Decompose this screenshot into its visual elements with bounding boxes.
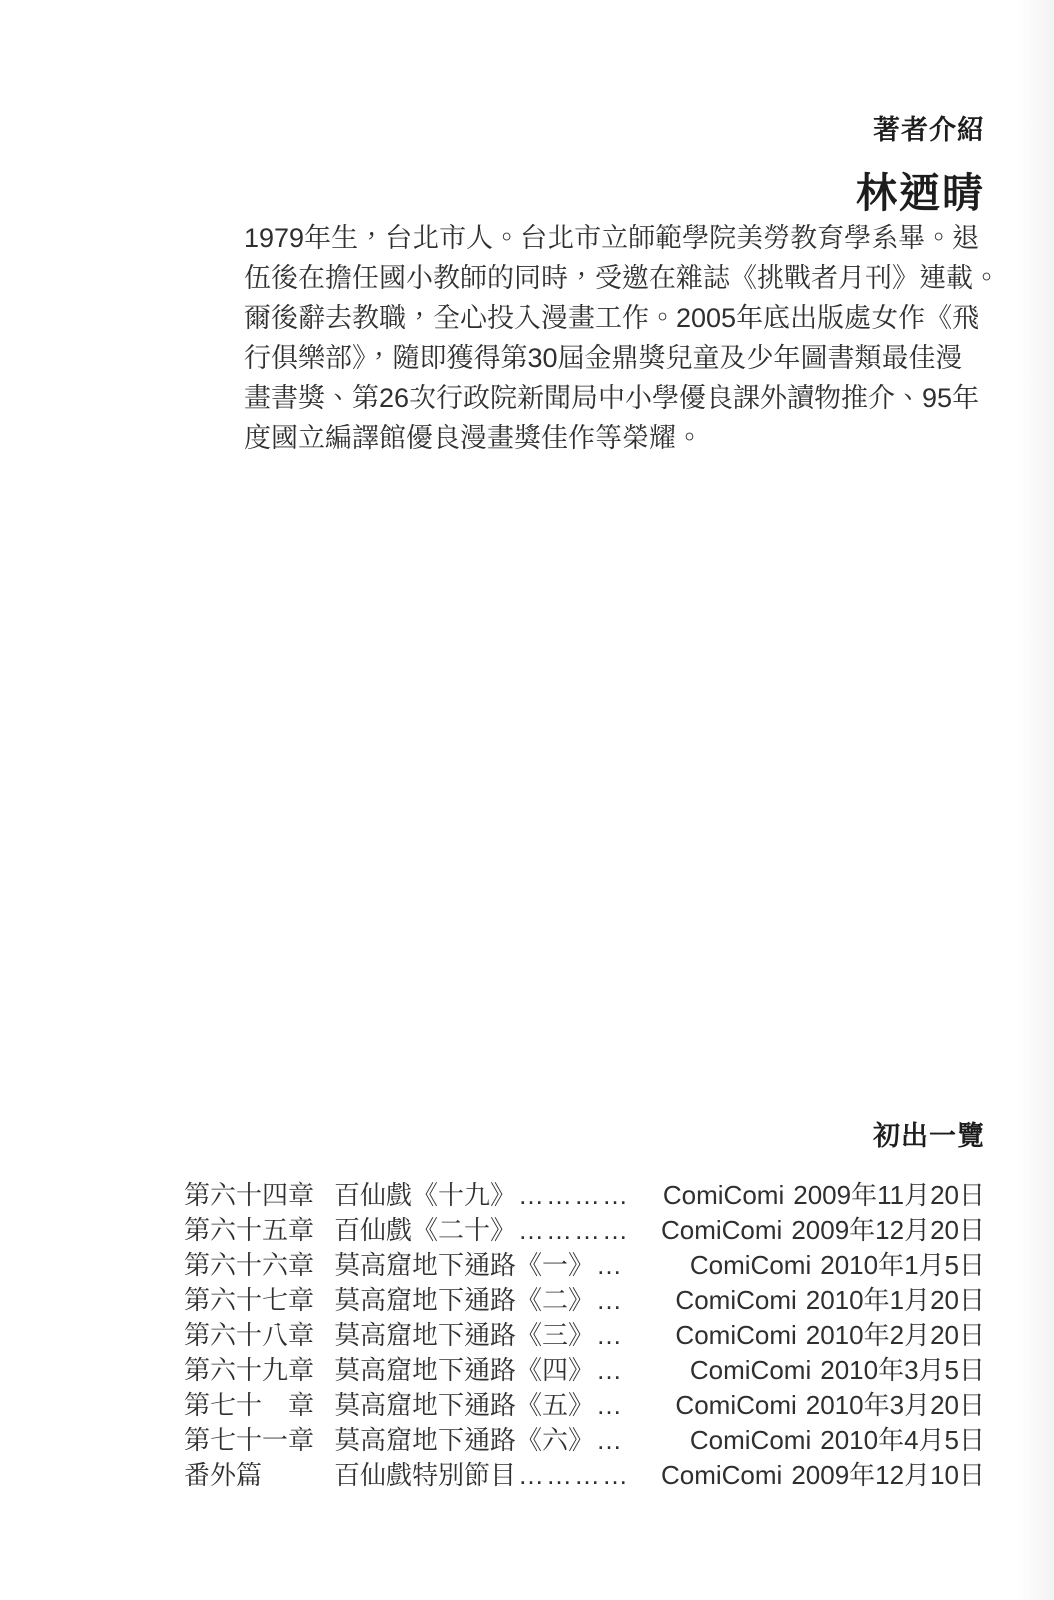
title-cell: 莫高窟地下通路《二》 [334,1285,595,1315]
table-row [184,1458,985,1493]
date-cell: 2009年12月10日 [791,1460,985,1490]
bio-line: 度國立編譯館優良漫畫獎佳作等榮耀。 [244,423,703,453]
date-cell: 2010年3月5日 [820,1355,985,1385]
title-cell: 百仙戲《二十》 [334,1215,517,1245]
date-cell: 2010年3月20日 [805,1390,985,1420]
source-cell: ComiComi [689,1250,812,1280]
table-row [184,1318,985,1353]
date-cell: 2009年11月20日 [793,1180,985,1210]
dot-leader: ………… [518,1215,631,1245]
chapter-cell: 第七十一章 [184,1425,315,1455]
bio-line: 1979年生，台北市人。台北市立師範學院美勞教育學系畢。退 [244,223,980,253]
dot-leader: … [596,1250,625,1280]
chapter-cell: 第六十七章 [184,1285,315,1315]
title-cell: 莫高窟地下通路《六》 [334,1425,595,1455]
date-cell: 2010年1月5日 [820,1250,985,1280]
chapter-cell: 第七十 章 [184,1390,315,1420]
author-name: 林迺晴 [856,170,985,216]
title-cell: 莫高窟地下通路《四》 [334,1355,595,1385]
source-cell: ComiComi [675,1320,797,1350]
bio-line: 爾後辭去教職，全心投入漫畫工作。2005年底出版處女作《飛 [244,303,980,333]
table-row [184,1353,985,1388]
chapter-cell: 第六十八章 [184,1320,315,1350]
source-cell: ComiComi [660,1215,783,1245]
chapter-cell: 第六十四章 [184,1180,315,1210]
dot-leader: … [596,1390,625,1420]
table-row [184,1423,985,1458]
publications-table [184,1178,985,1493]
source-cell: ComiComi [675,1285,797,1315]
date-cell: 2009年12月20日 [791,1215,985,1245]
source-cell: ComiComi [675,1390,797,1420]
source-cell: ComiComi [689,1355,812,1385]
chapter-cell: 第六十五章 [184,1215,315,1245]
table-row [184,1178,985,1213]
chapter-cell: 番外篇 [184,1460,263,1490]
source-cell: ComiComi [689,1425,812,1455]
table-row [184,1248,985,1283]
title-cell: 百仙戲《十九》 [334,1180,517,1210]
title-cell: 莫高窟地下通路《三》 [334,1320,595,1350]
table-row [184,1213,985,1248]
source-cell: ComiComi [662,1180,785,1210]
dot-leader: ………… [518,1460,631,1490]
bio-line: 伍後在擔任國小教師的同時，受邀在雜誌《挑戰者月刊》連載。 [244,263,1000,293]
dot-leader: … [596,1285,625,1315]
bio-line: 畫書獎、第26次行政院新聞局中小學優良課外讀物推介、95年 [244,383,980,413]
date-cell: 2010年1月20日 [805,1285,985,1315]
publications-section-title: 初出一覽 [873,1121,985,1151]
date-cell: 2010年2月20日 [805,1320,985,1350]
chapter-cell: 第六十九章 [184,1355,315,1385]
chapter-cell: 第六十六章 [184,1250,315,1280]
title-cell: 莫高窟地下通路《一》 [334,1250,595,1280]
dot-leader: … [596,1425,625,1455]
author-bio [244,218,1000,458]
author-section-title: 著者介紹 [873,115,985,145]
source-cell: ComiComi [660,1460,783,1490]
dot-leader: ………… [518,1180,631,1210]
dot-leader: … [596,1320,625,1350]
dot-leader: … [596,1355,625,1385]
table-row [184,1388,985,1423]
title-cell: 莫高窟地下通路《五》 [334,1390,595,1420]
table-row [184,1283,985,1318]
bio-line: 行俱樂部》，隨即獲得第30屆金鼎獎兒童及少年圖書類最佳漫 [244,343,963,373]
title-cell: 百仙戲特別節目 [334,1460,517,1490]
date-cell: 2010年4月5日 [820,1425,985,1455]
